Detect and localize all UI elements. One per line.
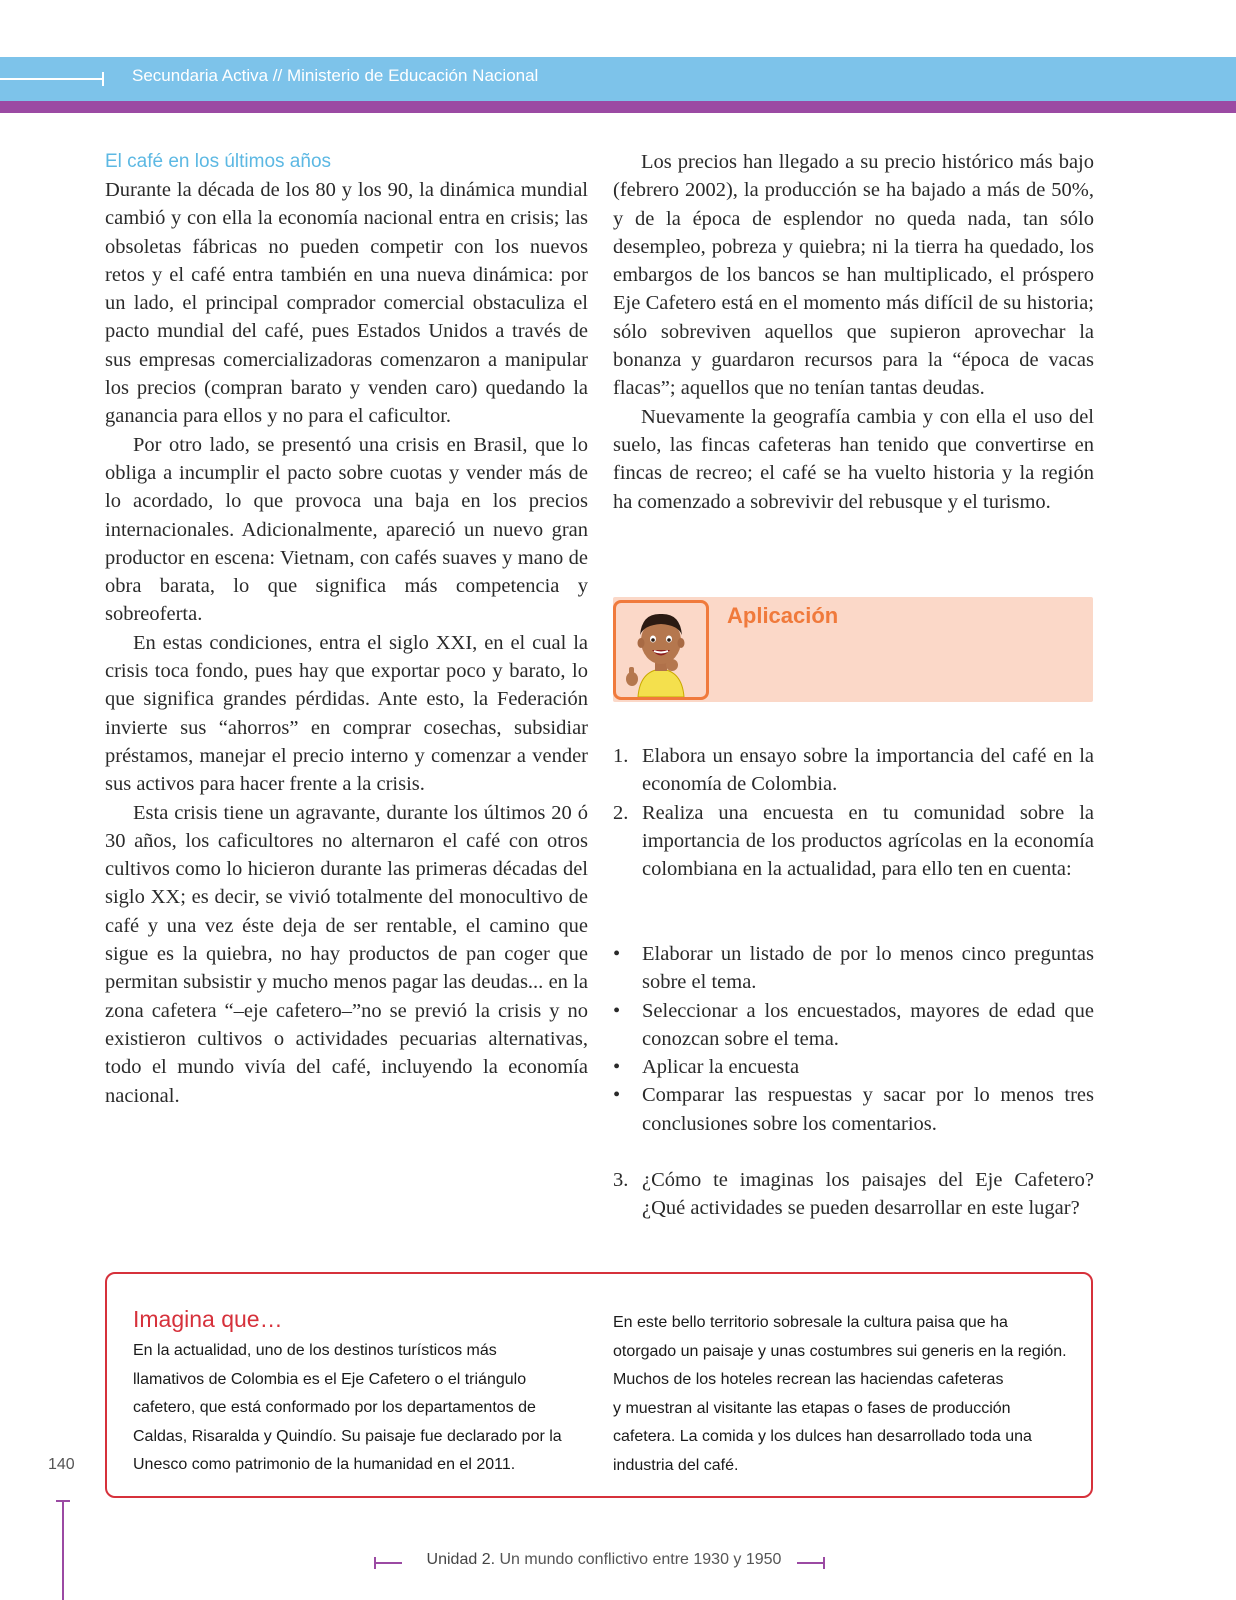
left-column: [105, 148, 588, 1110]
bullet-marker: •: [613, 1056, 621, 1079]
paragraph: Esta crisis tiene un agravante, durante los últimos 20 ó 30 años, los caficultores no alternaron el café con otros cultivos como lo hicieron durante las primeras décadas del siglo XX; es decir, se vivió totalmente del monocultivo de café y una vez éste deja de ser rentable, el camino que sigue es la quiebra, no hay productos de pan coger que permitan subsistir y mucho menos pagar las deudas... en la zona cafetera “–eje cafetero–”no se previó la crisis y no existieron cultivos o actividades pecuarias alternativas, todo el mundo vivía del café, incluyendo la economía nacional.: [105, 801, 588, 1107]
text-line: otorgado un paisaje y unas costumbres sui generis en la región.: [613, 1342, 1067, 1360]
footer-rule: [797, 1562, 825, 1564]
list-item: [613, 1081, 1094, 1138]
header-rule: [0, 78, 102, 80]
page-margin-rule: [62, 1501, 64, 1600]
text-line: y muestran al visitante las etapas o fases de producción: [613, 1399, 1011, 1417]
list-item-text: Comparar las respuestas y sacar por lo menos tres conclusiones sobre los comentarios.: [642, 1084, 1094, 1135]
smiling-boy-icon: [616, 603, 706, 697]
imagina-left-text: [133, 1337, 593, 1480]
paragraph: Los precios han llegado a su precio histórico más bajo (febrero 2002), la producción se ha bajado a más de 50%, y de la época de esplendor no queda nada, tan sólo desempleo, pobreza y quiebra; ni la tierra ha quedado, los embargos de los bancos se han multiplicado, el próspero Eje Cafetero está en el momento más difícil de su historia; sólo sobreviven aquellos que supieron aprovechar la bonanza y guardaron recursos para la “época de vacas flacas”; aquellos que no tenían tantas deudas.: [613, 151, 1094, 400]
text-line: En este bello territorio sobresale la cultura paisa que ha: [613, 1314, 1008, 1331]
list-item-text: Elabora un ensayo sobre la importancia del café en la economía de Colombia.: [642, 745, 1094, 796]
header-accent-stripe: [0, 101, 1236, 113]
aplicacion-avatar-frame: [613, 600, 709, 700]
header-rule-tick: [102, 72, 104, 86]
text-line: cafetera. La comida y los dulces han desarrollado toda una: [613, 1428, 1032, 1445]
text-line: Caldas, Risaralda y Quindío. Su paisaje fue declarado por la: [133, 1427, 562, 1445]
section-title: El café en los últimos años: [105, 151, 332, 172]
paragraph: Durante la década de los 80 y los 90, la dinámica mundial cambió y con ella la economía nacional entra en crisis; las obsoletas fábricas no pueden competir con los nuevos retos y el café entra también en una nueva dinámica: por un lado, el principal comprador comercial obstaculiza el pacto mundial del café, pues Estados Unidos a través de sus empresas comercializadoras comenzaron a manipular los precios (compran barato y venden caro) quedando la ganancia para ellos y no para el caficultor.: [105, 179, 588, 428]
list-item-text: Elaborar un listado de por lo menos cinco preguntas sobre el tema.: [642, 943, 1094, 994]
bullet-marker: •: [613, 1084, 621, 1107]
bullet-marker: •: [613, 943, 621, 965]
paragraph: En estas condiciones, entra el siglo XXI, en el cual la crisis toca fondo, pues hay que exportar poco y barato, lo que significa grandes pérdidas. Ante esto, la Federación invierte sus “ahorros” en comprar cosechas, subsidiar préstamos, manejar el precio interno y comenzar a vender sus activos para hacer frente a la crisis.: [105, 631, 588, 796]
imagina-right-text: [613, 1309, 1083, 1480]
footer: [374, 1551, 834, 1575]
right-column: [613, 148, 1094, 516]
activity-list: [613, 1166, 1094, 1223]
paragraph: Por otro lado, se presentó una crisis en Brasil, que lo obliga a incumplir el pacto sobre cuotas y vender más de lo acordado, lo que provoca una baja en los precios internacionales. Adicionalmente, apareció un nuevo gran productor en escena: Vietnam, con cafés suaves y mano de obra barata, lo que significa más competencia y sobreoferta.: [105, 433, 588, 626]
list-item-text: Aplicar la encuesta: [642, 1056, 800, 1079]
list-item: [613, 742, 1094, 799]
activity-list: [613, 742, 1094, 883]
footer-unit: Unidad 2.: [426, 1551, 496, 1568]
list-marker: 1.: [613, 745, 629, 767]
imagina-title: Imagina que…: [133, 1306, 283, 1332]
list-item-text: ¿Cómo te imaginas los paisajes del Eje Cafetero? ¿Qué actividades se pueden desarrollar en este lugar?: [642, 1169, 1094, 1220]
footer-rule-tick: [823, 1557, 825, 1569]
aplicacion-title: Aplicación: [727, 603, 839, 628]
text-line: industria del café.: [613, 1456, 739, 1474]
list-item: [613, 940, 1094, 997]
text-line: cafetero, que está conformado por los departamentos de: [133, 1399, 536, 1416]
header-title: Secundaria Activa // Ministerio de Educación Nacional: [132, 66, 539, 85]
page-number: 140: [48, 1456, 75, 1473]
list-marker: 2.: [613, 801, 629, 824]
text-line: llamativos de Colombia es el Eje Cafetero o el triángulo: [133, 1370, 527, 1388]
bullet-marker: •: [613, 999, 621, 1022]
paragraph: Nuevamente la geografía cambia y con ella el uso del suelo, las fincas cafeteras han tenido que convertirse en fincas de recreo; el café se ha vuelto historia y la región ha comenzado a sobrevivir del rebusque y el turismo.: [613, 405, 1094, 513]
text-line: Muchos de los hoteles recrean las haciendas cafeteras: [613, 1371, 1004, 1388]
list-item-text: Seleccionar a los encuestados, mayores de edad que conozcan sobre el tema.: [642, 999, 1094, 1050]
list-item: [613, 1166, 1094, 1223]
text-line: En la actualidad, uno de los destinos turísticos más: [133, 1342, 497, 1359]
list-item: [613, 1053, 1094, 1081]
list-item: [613, 997, 1094, 1054]
bullet-list: [613, 940, 1094, 1138]
footer-title: Un mundo conflictivo entre 1930 y 1950: [499, 1551, 782, 1568]
list-marker: 3.: [613, 1169, 629, 1191]
list-item-text: Realiza una encuesta en tu comunidad sobre la importancia de los productos agrícolas en la economía colombiana en la actualidad, para ello ten en cuenta:: [642, 801, 1094, 881]
list-item: [613, 799, 1094, 884]
text-line: Unesco como patrimonio de la humanidad en el 2011.: [133, 1456, 516, 1473]
